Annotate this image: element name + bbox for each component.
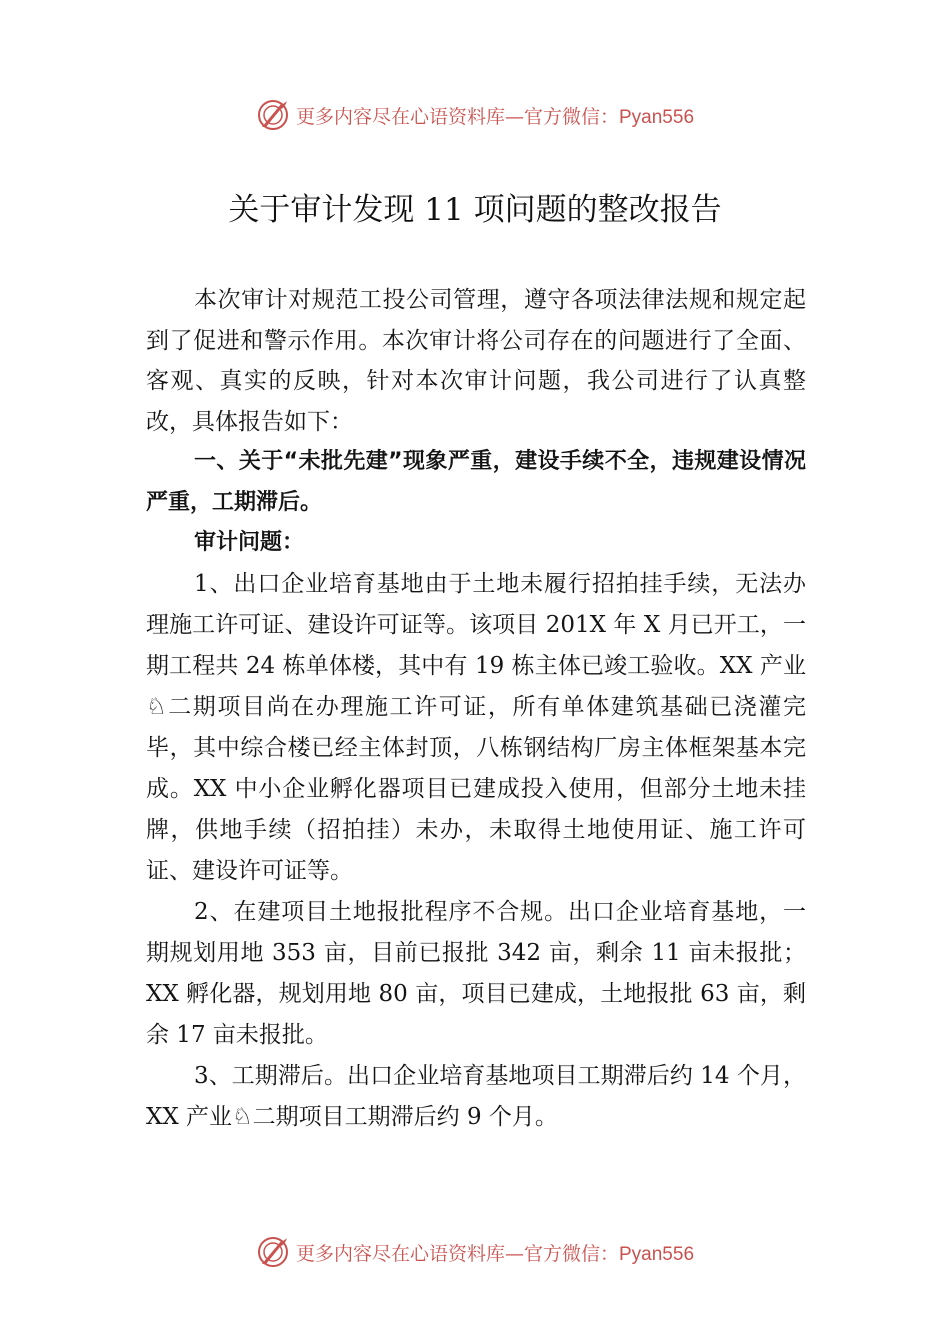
header-watermark-banner: [0, 95, 950, 135]
document-body: [146, 280, 806, 1138]
issue-item-2: 2、在建项目土地报批程序不合规。出口企业培育基地，一期规划用地 353 亩，目前已报批 342 亩，剩余 11 亩未报批；XX 孵化器，规划用地 80 亩，项目已建成，土地报批 63 亩，剩余 17 亩未报批。: [146, 898, 806, 1048]
audit-issue-label: 审计问题：: [194, 530, 305, 555]
quill-pen-circle-icon: [256, 1235, 290, 1269]
footer-watermark-banner: [0, 1232, 950, 1272]
issue-item-3: 3、工期滞后。出口企业培育基地项目工期滞后约 14 个月，XX 产业♘二期项目工期滞后约 9 个月。: [146, 1062, 806, 1130]
issue-item-1: 1、出口企业培育基地由于土地未履行招拍挂手续，无法办理施工许可证、建设许可证等。该项目 201X 年 X 月已开工，一期工程共 24 栋单体楼，其中有 19 栋主体已竣工验收。XX 产业♘二期项目尚在办理施工许可证，所有单体建筑基础已浇灌完毕，其中综合楼已经主体封顶，八栋钢结构厂房主体框架基本完成。XX 中小企业孵化器项目已建成投入使用，但部分土地未挂牌，供地手续（招拍挂）未办，未取得土地使用证、施工许可证、建设许可证等。: [146, 570, 806, 884]
section1-heading: 一、关于“未批先建”现象严重，建设手续不全，违规建设情况严重，工期滞后。: [146, 449, 806, 515]
document-title: 关于审计发现 11 项问题的整改报告: [228, 192, 722, 228]
intro-paragraph: 本次审计对规范工投公司管理，遵守各项法律法规和规定起到了促进和警示作用。本次审计将公司存在的问题进行了全面、客观、真实的反映，针对本次审计问题，我公司进行了认真整改，具体报告如下：: [146, 287, 806, 435]
watermark-text: 更多内容尽在心语资料库—官方微信：Pyan556: [295, 105, 695, 128]
watermark-text: 更多内容尽在心语资料库—官方微信：Pyan556: [295, 1242, 695, 1265]
quill-pen-circle-icon: [256, 98, 290, 132]
